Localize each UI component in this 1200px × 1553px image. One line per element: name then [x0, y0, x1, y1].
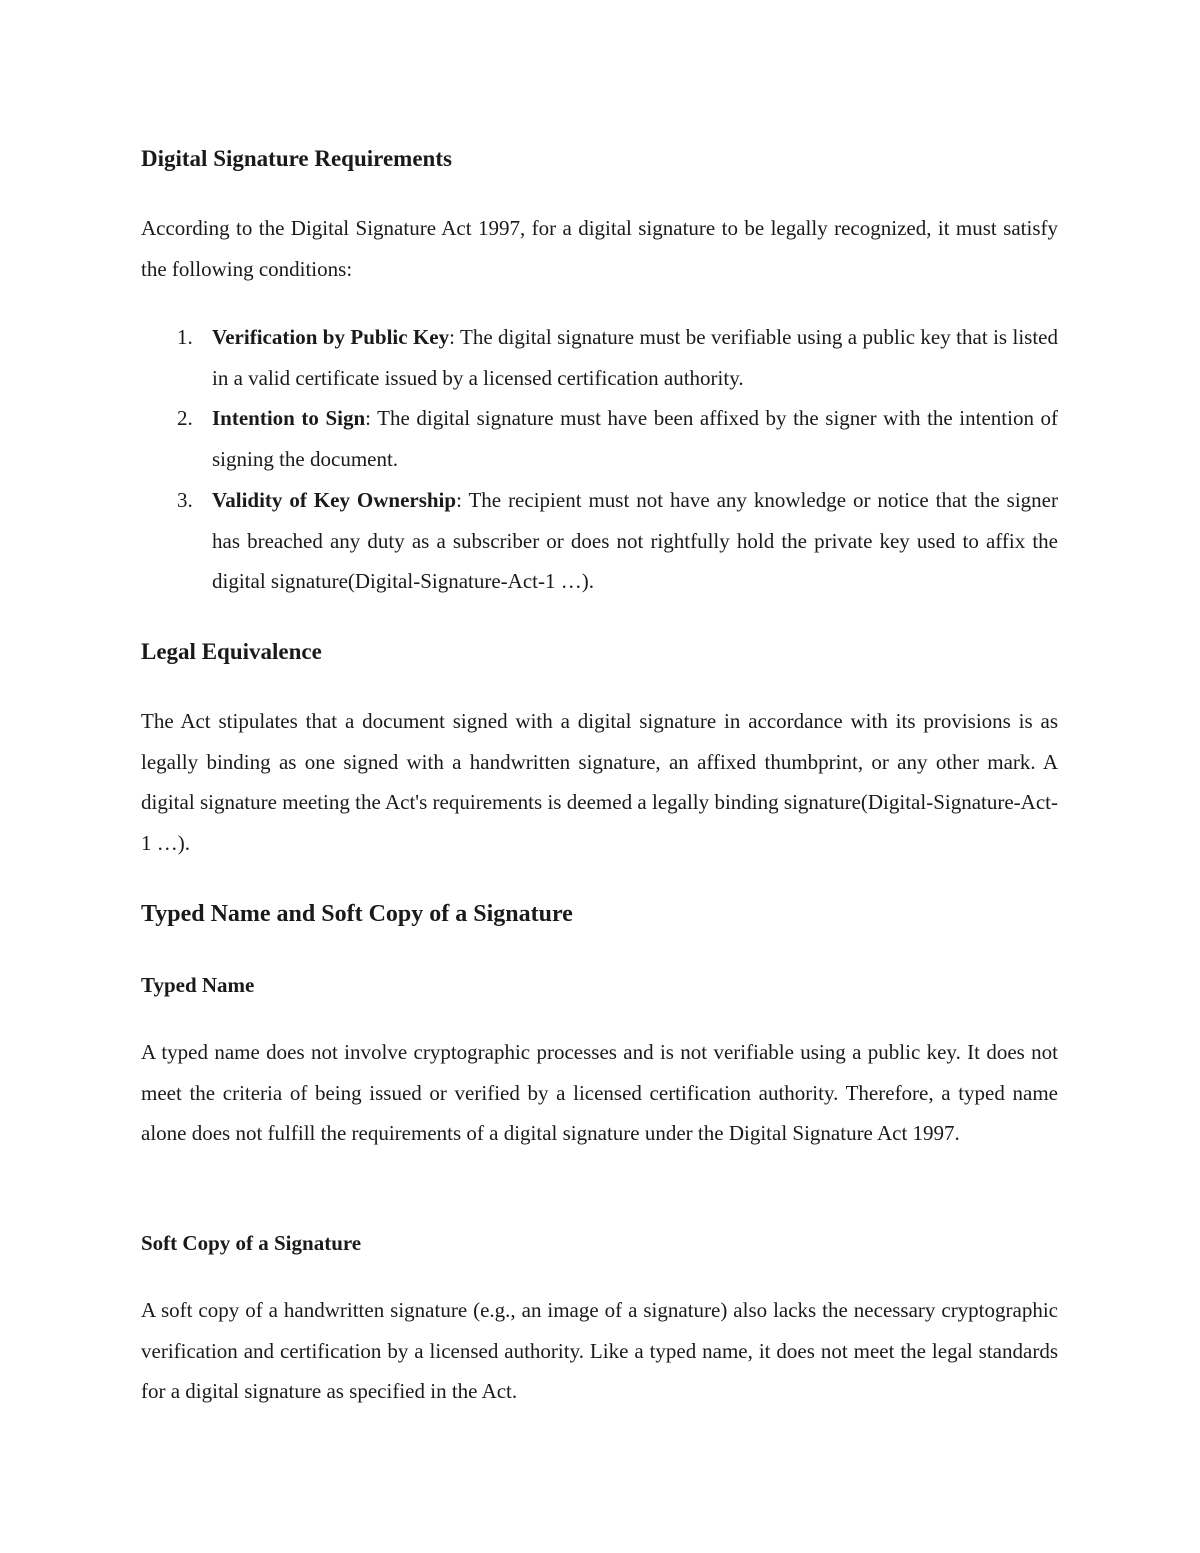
- list-item-term: Validity of Key Ownership: [212, 487, 457, 512]
- list-item-text: : The digital signature must have been affixed by the signer with the intention of signing the document.: [212, 406, 1058, 472]
- list-item-key-ownership: [141, 480, 1058, 602]
- legal-equivalence-paragraph: The Act stipulates that a document signed with a digital signature in accordance with its provisions is as legally binding as one signed with a handwritten signature, an affixed thumbprint, or any other mark. A digital signature meeting the Act's requirements is deemed a legally binding signature(Digital-Signature-Act-1 …).: [141, 709, 1058, 856]
- list-item-text: : The digital signature must be verifiable using a public key that is listed in a valid certificate issued by a licensed certification authority.: [212, 325, 1058, 390]
- heading-digital-signature-requirements: Digital Signature Requirements: [141, 146, 452, 171]
- list-item-term: Intention to Sign: [212, 406, 366, 431]
- list-item-text: : The recipient must not have any knowledge or notice that the signer has breached any duty as a subscriber or does not rightfully hold the private key used to affix the digital signature(Digital-Signature-Act-1 …).: [212, 487, 1058, 594]
- subheading-typed-name: Typed Name: [141, 973, 255, 997]
- subheading-soft-copy: Soft Copy of a Signature: [141, 1231, 362, 1255]
- requirements-intro-paragraph: According to the Digital Signature Act 1997, for a digital signature to be legally recognized, it must satisfy the following conditions:: [141, 216, 1058, 281]
- typed-name-paragraph: A typed name does not involve cryptographic processes and is not verifiable using a public key. It does not meet the criteria of being issued or verified by a licensed certification authority. Therefore, a typed name alone does not fulfill the requirements of a digital signature under the Digital Signature Act 1997.: [141, 1040, 1058, 1146]
- list-item-number: 1.: [177, 325, 193, 349]
- requirements-list: [141, 317, 1058, 602]
- list-item-intention: [141, 398, 1058, 479]
- heading-legal-equivalence: Legal Equivalence: [141, 639, 322, 664]
- heading-typed-name-and-soft-copy: Typed Name and Soft Copy of a Signature: [141, 901, 573, 927]
- list-item-number: 2.: [177, 406, 193, 431]
- list-item-term: Verification by Public Key: [212, 325, 450, 349]
- soft-copy-paragraph: A soft copy of a handwritten signature (e.g., an image of a signature) also lacks the necessary cryptographic verification and certification by a licensed authority. Like a typed name, it does not meet the legal standards for a digital signature as specified in the Act.: [141, 1298, 1058, 1404]
- list-item-verification: [141, 317, 1058, 398]
- list-item-number: 3.: [177, 487, 193, 512]
